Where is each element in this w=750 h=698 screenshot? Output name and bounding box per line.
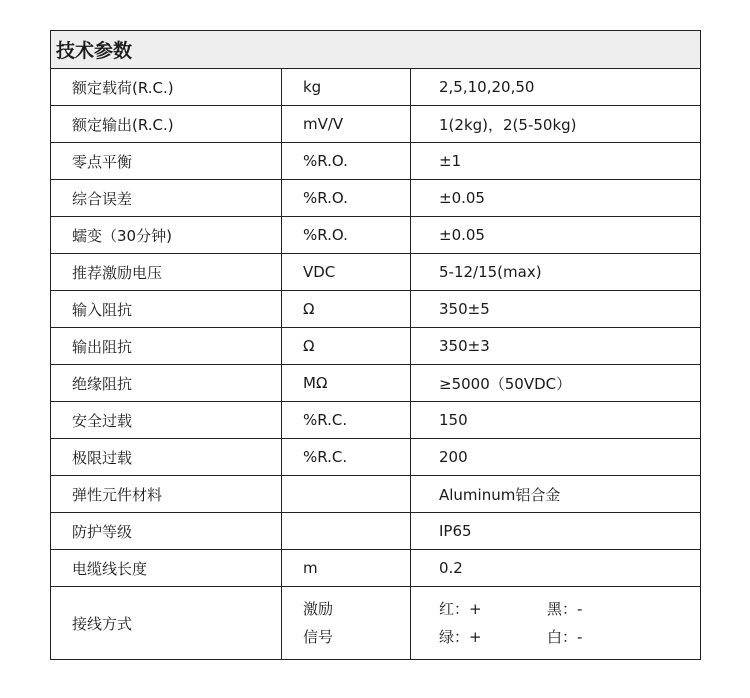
title-row: [51, 31, 701, 69]
wiring-type-excitation: 激励: [303, 600, 334, 618]
table-row: [51, 106, 701, 143]
param-value: ±0.05: [411, 180, 701, 217]
param-name: 安全过载: [51, 402, 282, 439]
param-name: 蠕变（30分钟): [51, 217, 282, 254]
wire-black-negative: 黑：-: [547, 600, 583, 618]
param-unit: Ω: [282, 328, 411, 365]
param-name: 极限过载: [51, 439, 282, 476]
param-unit: m: [282, 550, 411, 587]
param-value: 350±3: [411, 328, 701, 365]
wiring-row: [51, 587, 701, 660]
spec-table: [50, 30, 701, 660]
param-name: 综合误差: [51, 180, 282, 217]
wire-green-positive: 绿：+: [439, 628, 482, 646]
param-value: 5-12/15(max): [411, 254, 701, 291]
table-row: [51, 291, 701, 328]
param-name: 防护等级: [51, 513, 282, 550]
param-value: ≥5000（50VDC）: [411, 365, 701, 402]
param-name: 绝缘阻抗: [51, 365, 282, 402]
param-unit: kg: [282, 69, 411, 106]
table-row: [51, 513, 701, 550]
table-row: [51, 365, 701, 402]
param-unit: mV/V: [282, 106, 411, 143]
wiring-types: [282, 587, 411, 660]
wiring-name: 接线方式: [51, 587, 282, 660]
param-value: 2,5,10,20,50: [411, 69, 701, 106]
param-value: ±1: [411, 143, 701, 180]
param-unit: %R.O.: [282, 217, 411, 254]
param-unit: Ω: [282, 291, 411, 328]
param-name: 推荐激励电压: [51, 254, 282, 291]
param-unit: %R.O.: [282, 143, 411, 180]
wire-red-positive: 红：+: [439, 600, 482, 618]
table-row: [51, 402, 701, 439]
table-row: [51, 439, 701, 476]
param-name: 输出阻抗: [51, 328, 282, 365]
table-row: [51, 328, 701, 365]
param-unit: %R.O.: [282, 180, 411, 217]
param-value: IP65: [411, 513, 701, 550]
param-name: 电缆线长度: [51, 550, 282, 587]
param-name: 输入阻抗: [51, 291, 282, 328]
param-value: 350±5: [411, 291, 701, 328]
wire-white-negative: 白：-: [547, 628, 583, 646]
wiring-type-signal: 信号: [303, 628, 334, 646]
table-row: [51, 254, 701, 291]
param-unit: [282, 513, 411, 550]
param-unit: %R.C.: [282, 402, 411, 439]
table-row: [51, 476, 701, 513]
table-title: 技术参数: [51, 31, 701, 69]
table-row: [51, 217, 701, 254]
param-unit: %R.C.: [282, 439, 411, 476]
table-row: [51, 180, 701, 217]
param-name: 弹性元件材料: [51, 476, 282, 513]
table-row: [51, 143, 701, 180]
param-value: 0.2: [411, 550, 701, 587]
param-name: 额定输出(R.C.): [51, 106, 282, 143]
param-value: 200: [411, 439, 701, 476]
param-name: 额定载荷(R.C.): [51, 69, 282, 106]
table-row: [51, 69, 701, 106]
param-value: ±0.05: [411, 217, 701, 254]
param-unit: VDC: [282, 254, 411, 291]
table-row: [51, 550, 701, 587]
wiring-colors: [411, 587, 701, 660]
param-unit: MΩ: [282, 365, 411, 402]
wire-color-grid: [439, 595, 700, 651]
param-name: 零点平衡: [51, 143, 282, 180]
param-value: Aluminum铝合金: [411, 476, 701, 513]
param-value: 150: [411, 402, 701, 439]
param-unit: [282, 476, 411, 513]
param-value: 1(2kg)，2(5-50kg): [411, 106, 701, 143]
